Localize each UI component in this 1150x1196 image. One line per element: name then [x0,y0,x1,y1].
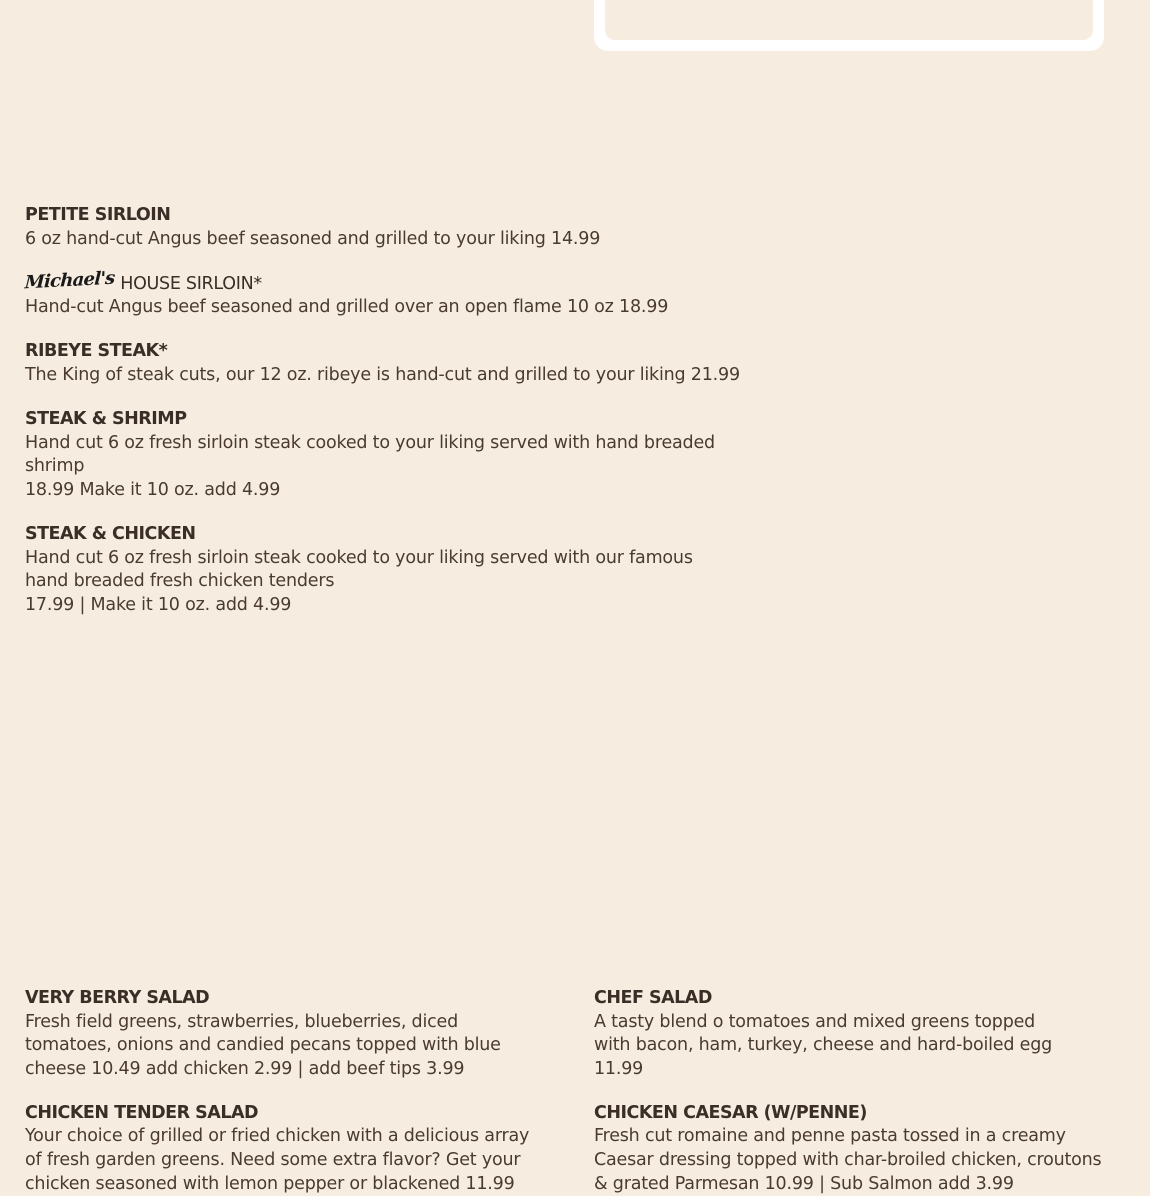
item-description: Your choice of grilled or fried chicken with a delicious array of fresh garden greens. Need some extra flavor? Get your chicken seasoned with lemon pepper or blackened 11.99 [25,1126,530,1194]
menu-item-steak-chicken [25,523,745,617]
decorative-frame-inner [605,0,1093,40]
menu-item-chicken-tender-salad [25,1102,545,1196]
item-description: Fresh field greens, strawberries, blueberries, diced tomatoes, onions and candied pecans topped with blue cheese 10.49 add chicken 2.99 | add beef tips 3.99 [25,1011,501,1079]
item-description: Hand cut 6 oz fresh sirloin steak cooked to your liking served with hand breaded shrimp [25,432,715,477]
item-description: Hand-cut Angus beef seasoned and grilled over an open flame 10 oz 18.99 [25,297,669,318]
menu-item-chicken-caesar [594,1102,1124,1196]
menu-item-very-berry-salad [25,987,545,1081]
item-name: STEAK & CHICKEN [25,523,196,544]
menu-item-steak-shrimp [25,408,745,502]
item-description: Fresh cut romaine and penne pasta tossed in a creamy Caesar dressing topped with char-broiled chicken, croutons & grated Parmesan 10.99 | Sub Salmon add 3.99 [594,1126,1102,1194]
item-price: 18.99 Make it 10 oz. add 4.99 [25,479,281,500]
item-name: STEAK & SHRIMP [25,409,187,430]
salads-right-column [594,987,1124,1196]
decorative-frame [594,0,1104,51]
item-name: CHICKEN CAESAR (W/PENNE) [594,1102,867,1123]
item-name-row [24,267,745,297]
item-name: CHICKEN TENDER SALAD [25,1102,259,1123]
menu-item-petite-sirloin [25,204,745,251]
steaks-section [25,204,745,617]
michaels-logo: Michael's [24,267,115,294]
item-name: CHEF SALAD [594,988,712,1008]
menu-item-chef-salad [594,987,1124,1081]
salads-left-column [25,987,545,1196]
item-description: A tasty blend o tomatoes and mixed greens topped with bacon, ham, turkey, cheese and hard-boiled egg 11.99 [594,1011,1053,1079]
item-price: 17.99 | Make it 10 oz. add 4.99 [25,594,292,615]
menu-item-ribeye-steak [25,340,745,387]
menu-item-house-sirloin [24,267,745,320]
item-description: Hand cut 6 oz fresh sirloin steak cooked to your liking served with our famous hand breaded fresh chicken tenders [25,547,693,592]
item-name: RIBEYE STEAK* [25,341,168,362]
item-description: 6 oz hand-cut Angus beef seasoned and grilled to your liking 14.99 [25,228,601,249]
item-name: PETITE SIRLOIN [25,205,171,225]
item-description: The King of steak cuts, our 12 oz. ribeye is hand-cut and grilled to your liking 21.99 [25,364,740,385]
item-name: HOUSE SIRLOIN* [120,273,262,294]
item-name: VERY BERRY SALAD [25,988,210,1008]
